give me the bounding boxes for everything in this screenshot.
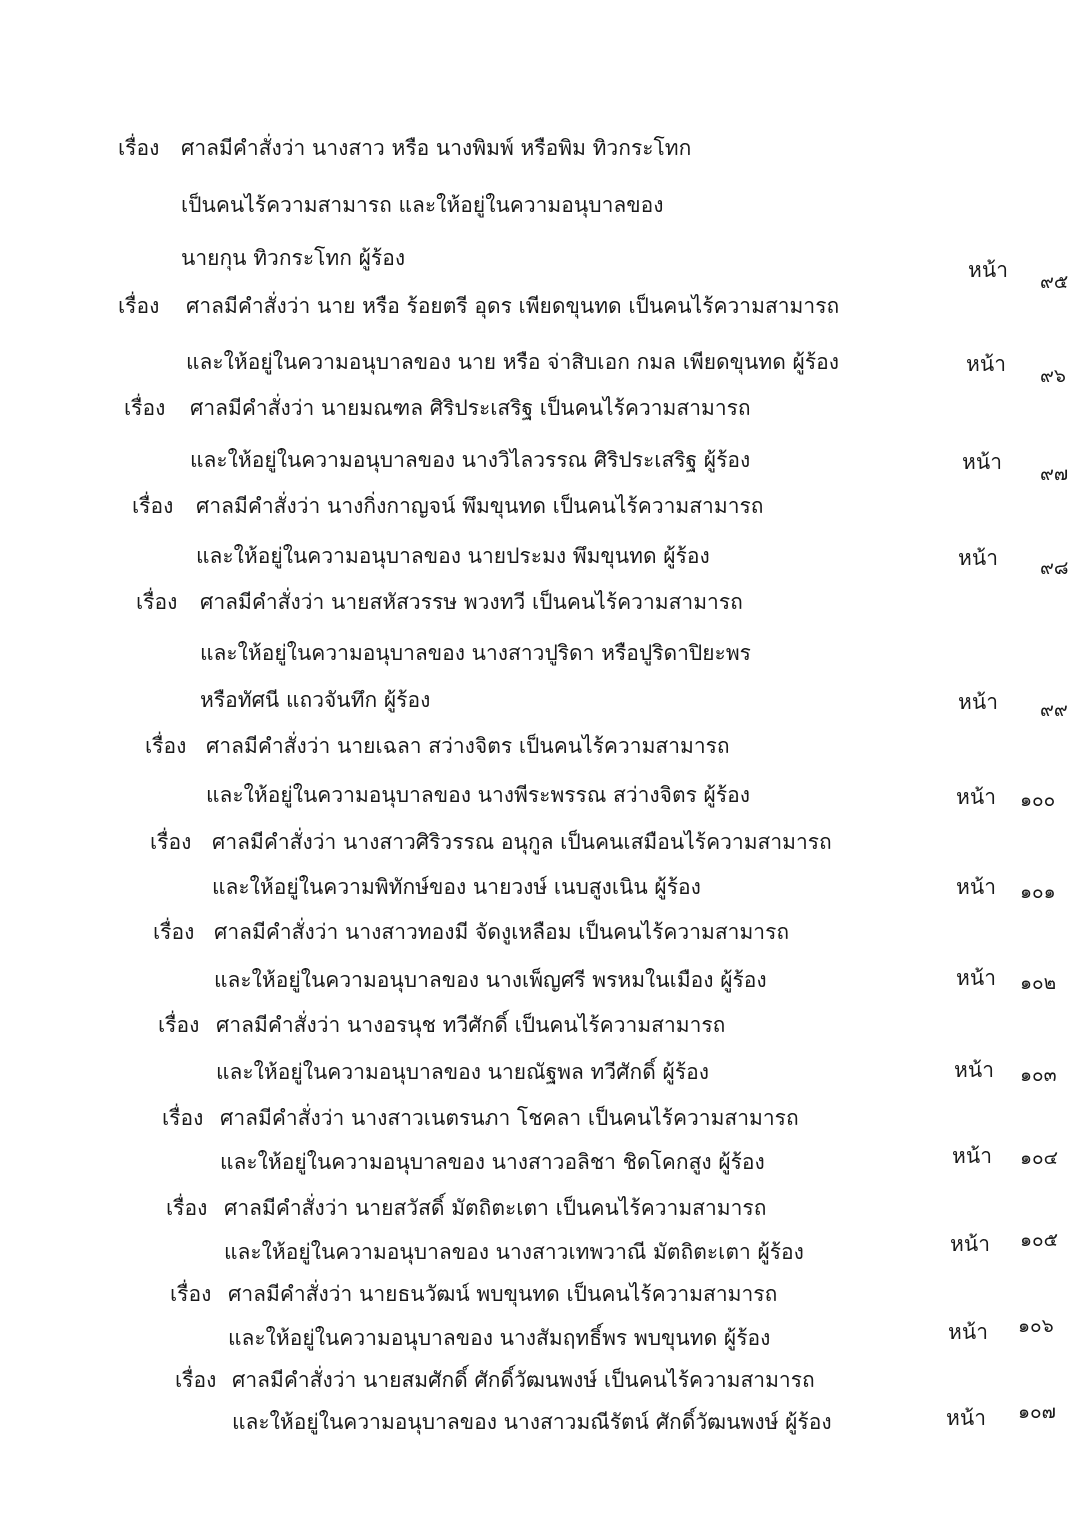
page-label: หน้า [954,1058,994,1082]
entry-line: และให้อยู่ในความพิทักษ์ของ นายวงษ์ เนบสูงเนิน ผู้ร้อง [212,875,701,899]
entry-line: ศาลมีคำสั่งว่า นายเฉลา สว่างจิตร เป็นคนไร้ความสามารถ [206,734,730,758]
entry-label: เรื่อง [170,1282,212,1306]
entry-label: เรื่อง [162,1106,204,1130]
entry-label: เรื่อง [118,294,160,318]
page-label: หน้า [952,1144,992,1168]
page-number: ๑๐๔ [1020,1147,1059,1169]
entry-label: เรื่อง [175,1368,217,1392]
entry-line: ศาลมีคำสั่งว่า นางอรนุช ทวีศักดิ์ เป็นคนไร้ความสามารถ [216,1013,726,1037]
entry-line: และให้อยู่ในความอนุบาลของ นายประมง พึมขุนทด ผู้ร้อง [196,544,710,568]
page-number: ๑๐๕ [1020,1229,1059,1251]
page-label: หน้า [958,690,998,714]
page-number: ๙๘ [1040,557,1069,579]
entry-line: หรือทัศนี แถวจันทึก ผู้ร้อง [200,688,431,712]
page-number: ๑๐๑ [1020,881,1056,903]
page-number: ๑๐๓ [1020,1064,1057,1086]
entry-line: และให้อยู่ในความอนุบาลของ นางพีระพรรณ สว่างจิตร ผู้ร้อง [206,783,751,807]
page-label: หน้า [958,546,998,570]
entry-line: และให้อยู่ในความอนุบาลของ นางสาวเทพวาณี มัตถิตะเตา ผู้ร้อง [224,1240,804,1264]
entry-label: เรื่อง [166,1196,208,1220]
entry-line: และให้อยู่ในความอนุบาลของ นาย หรือ จ่าสิบเอก กมล เพียดขุนทด ผู้ร้อง [186,350,839,374]
page-number: ๙๖ [1040,365,1066,387]
page-number: ๑๐๖ [1018,1315,1054,1337]
page-label: หน้า [962,450,1002,474]
entry-line: ศาลมีคำสั่งว่า นาย หรือ ร้อยตรี อุดร เพียดขุนทด เป็นคนไร้ความสามารถ [186,294,840,318]
entry-line: ศาลมีคำสั่งว่า นางสาวศิริวรรณ อนุกูล เป็นคนเสมือนไร้ความสามารถ [212,830,832,854]
entry-line: ศาลมีคำสั่งว่า นายสมศักดิ์ ศักดิ์วัฒนพงษ์ เป็นคนไร้ความสามารถ [232,1368,815,1392]
entry-line: ศาลมีคำสั่งว่า นายมณฑล ศิริประเสริฐ เป็นคนไร้ความสามารถ [190,396,751,420]
entry-line: ศาลมีคำสั่งว่า นายสหัสวรรษ พวงทวี เป็นคนไร้ความสามารถ [200,590,743,614]
entry-label: เรื่อง [153,920,195,944]
entry-line: ศาลมีคำสั่งว่า นายสวัสดิ์ มัตถิตะเตา เป็นคนไร้ความสามารถ [224,1196,767,1220]
page-number: ๑๐๗ [1018,1401,1056,1423]
page-label: หน้า [966,352,1006,376]
entry-line: และให้อยู่ในความอนุบาลของ นางวิไลวรรณ ศิริประเสริฐ ผู้ร้อง [190,448,751,472]
page-label: หน้า [948,1320,988,1344]
page-label: หน้า [956,966,996,990]
entry-label: เรื่อง [118,136,160,160]
page-label: หน้า [968,258,1008,282]
entry-line: ศาลมีคำสั่งว่า นางสาวทองมี จัดงูเหลือม เป็นคนไร้ความสามารถ [214,920,790,944]
entry-line: และให้อยู่ในความอนุบาลของ นางเพ็ญศรี พรหมในเมือง ผู้ร้อง [214,968,767,992]
entry-line: และให้อยู่ในความอนุบาลของ นางสัมฤทธิ์พร พบขุนทด ผู้ร้อง [228,1326,771,1350]
entry-line: เป็นคนไร้ความสามารถ และให้อยู่ในความอนุบาลของ [181,193,664,217]
entry-line: ศาลมีคำสั่งว่า นางสาว หรือ นางพิมพ์ หรือพิม ทิวกระโทก [181,136,692,160]
page-label: หน้า [956,875,996,899]
page-number: ๑๐๒ [1020,972,1057,994]
entry-line: และให้อยู่ในความอนุบาลของ นางสาวปูริดา หรือปูริดาปิยะพร [200,641,751,665]
entry-line: ศาลมีคำสั่งว่า นางกิ่งกาญจน์ พึมขุนทด เป็นคนไร้ความสามารถ [196,494,764,518]
entry-line: นายกุน ทิวกระโทก ผู้ร้อง [181,246,406,270]
entry-line: ศาลมีคำสั่งว่า นางสาวเนตรนภา โชคลา เป็นคนไร้ความสามารถ [220,1106,799,1130]
page-number: ๑๐๐ [1020,789,1056,811]
page-label: หน้า [946,1406,986,1430]
entry-line: และให้อยู่ในความอนุบาลของ นางสาวอลิชา ชิดโคกสูง ผู้ร้อง [220,1150,765,1174]
entry-label: เรื่อง [136,590,178,614]
page-label: หน้า [950,1232,990,1256]
entry-line: ศาลมีคำสั่งว่า นายธนวัฒน์ พบขุนทด เป็นคนไร้ความสามารถ [228,1282,778,1306]
page-number: ๙๗ [1040,463,1069,485]
entry-line: และให้อยู่ในความอนุบาลของ นางสาวมณีรัตน์ ศักดิ์วัฒนพงษ์ ผู้ร้อง [232,1410,832,1434]
entry-label: เรื่อง [124,396,166,420]
page-number: ๙๙ [1040,699,1068,721]
entry-label: เรื่อง [150,830,192,854]
entry-label: เรื่อง [158,1013,200,1037]
entry-label: เรื่อง [145,734,187,758]
entry-line: และให้อยู่ในความอนุบาลของ นายณัฐพล ทวีศักดิ์ ผู้ร้อง [216,1060,709,1084]
page-number: ๙๕ [1040,271,1069,293]
entry-label: เรื่อง [132,494,174,518]
page-label: หน้า [956,785,996,809]
